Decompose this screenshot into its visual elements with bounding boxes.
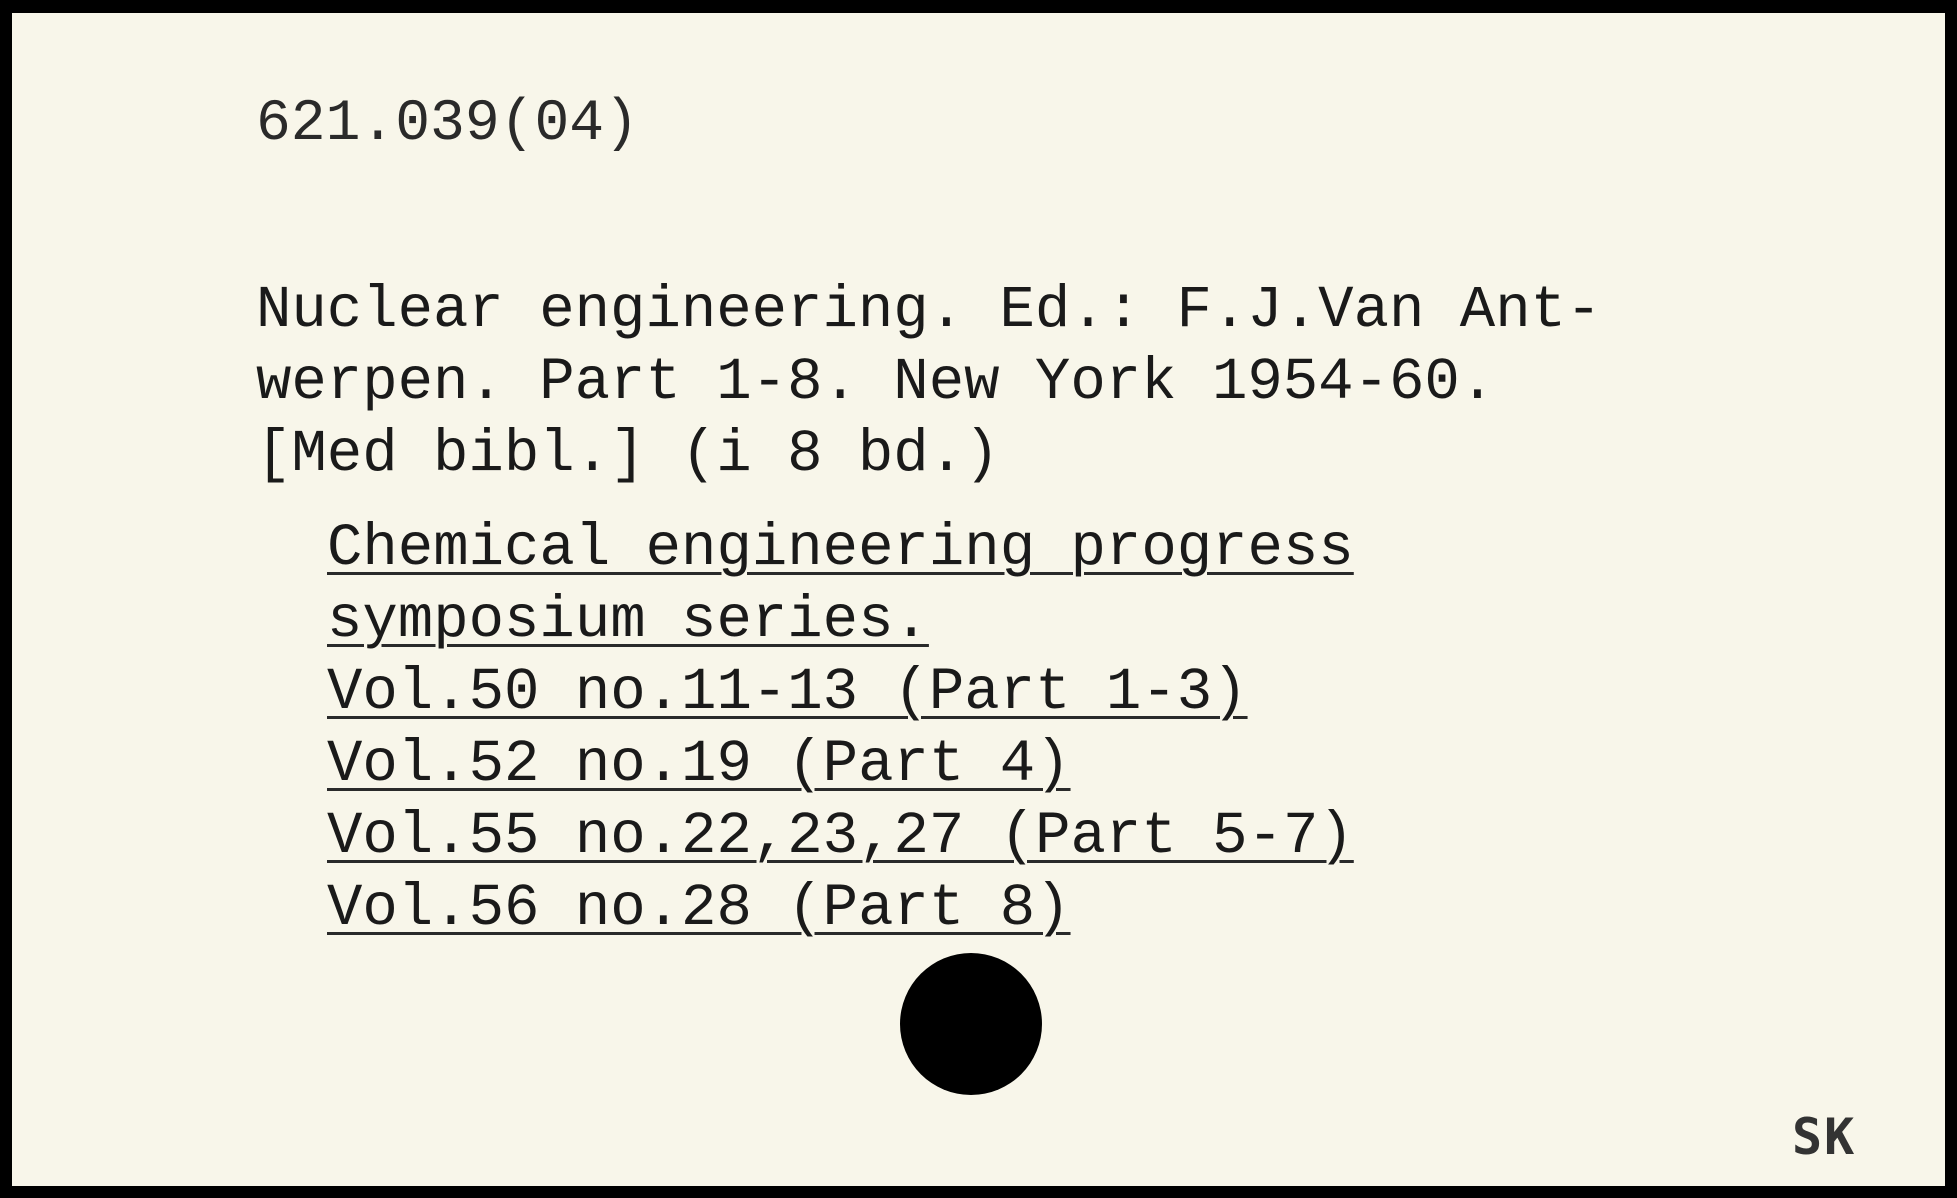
punch-hole bbox=[900, 953, 1042, 1095]
series-line: Chemical engineering progress bbox=[327, 515, 1354, 582]
series-note bbox=[327, 513, 1354, 945]
main-entry bbox=[256, 275, 1601, 491]
series-line: Vol.50 no.11-13 (Part 1-3) bbox=[327, 659, 1248, 726]
main-entry-line: Nuclear engineering. Ed.: F.J.Van Ant- bbox=[256, 277, 1602, 344]
series-line: Vol.56 no.28 (Part 8) bbox=[327, 875, 1071, 942]
main-entry-line: [Med bibl.] (i 8 bd.) bbox=[256, 421, 1000, 488]
stamp-sk: SK bbox=[1792, 1108, 1857, 1166]
catalog-card bbox=[12, 13, 1945, 1186]
series-line: Vol.52 no.19 (Part 4) bbox=[327, 731, 1071, 798]
series-line: Vol.55 no.22,23,27 (Part 5-7) bbox=[327, 803, 1354, 870]
call-number: 621.039(04) bbox=[256, 92, 639, 157]
series-line: symposium series. bbox=[327, 587, 929, 654]
main-entry-line: werpen. Part 1-8. New York 1954-60. bbox=[256, 349, 1496, 416]
